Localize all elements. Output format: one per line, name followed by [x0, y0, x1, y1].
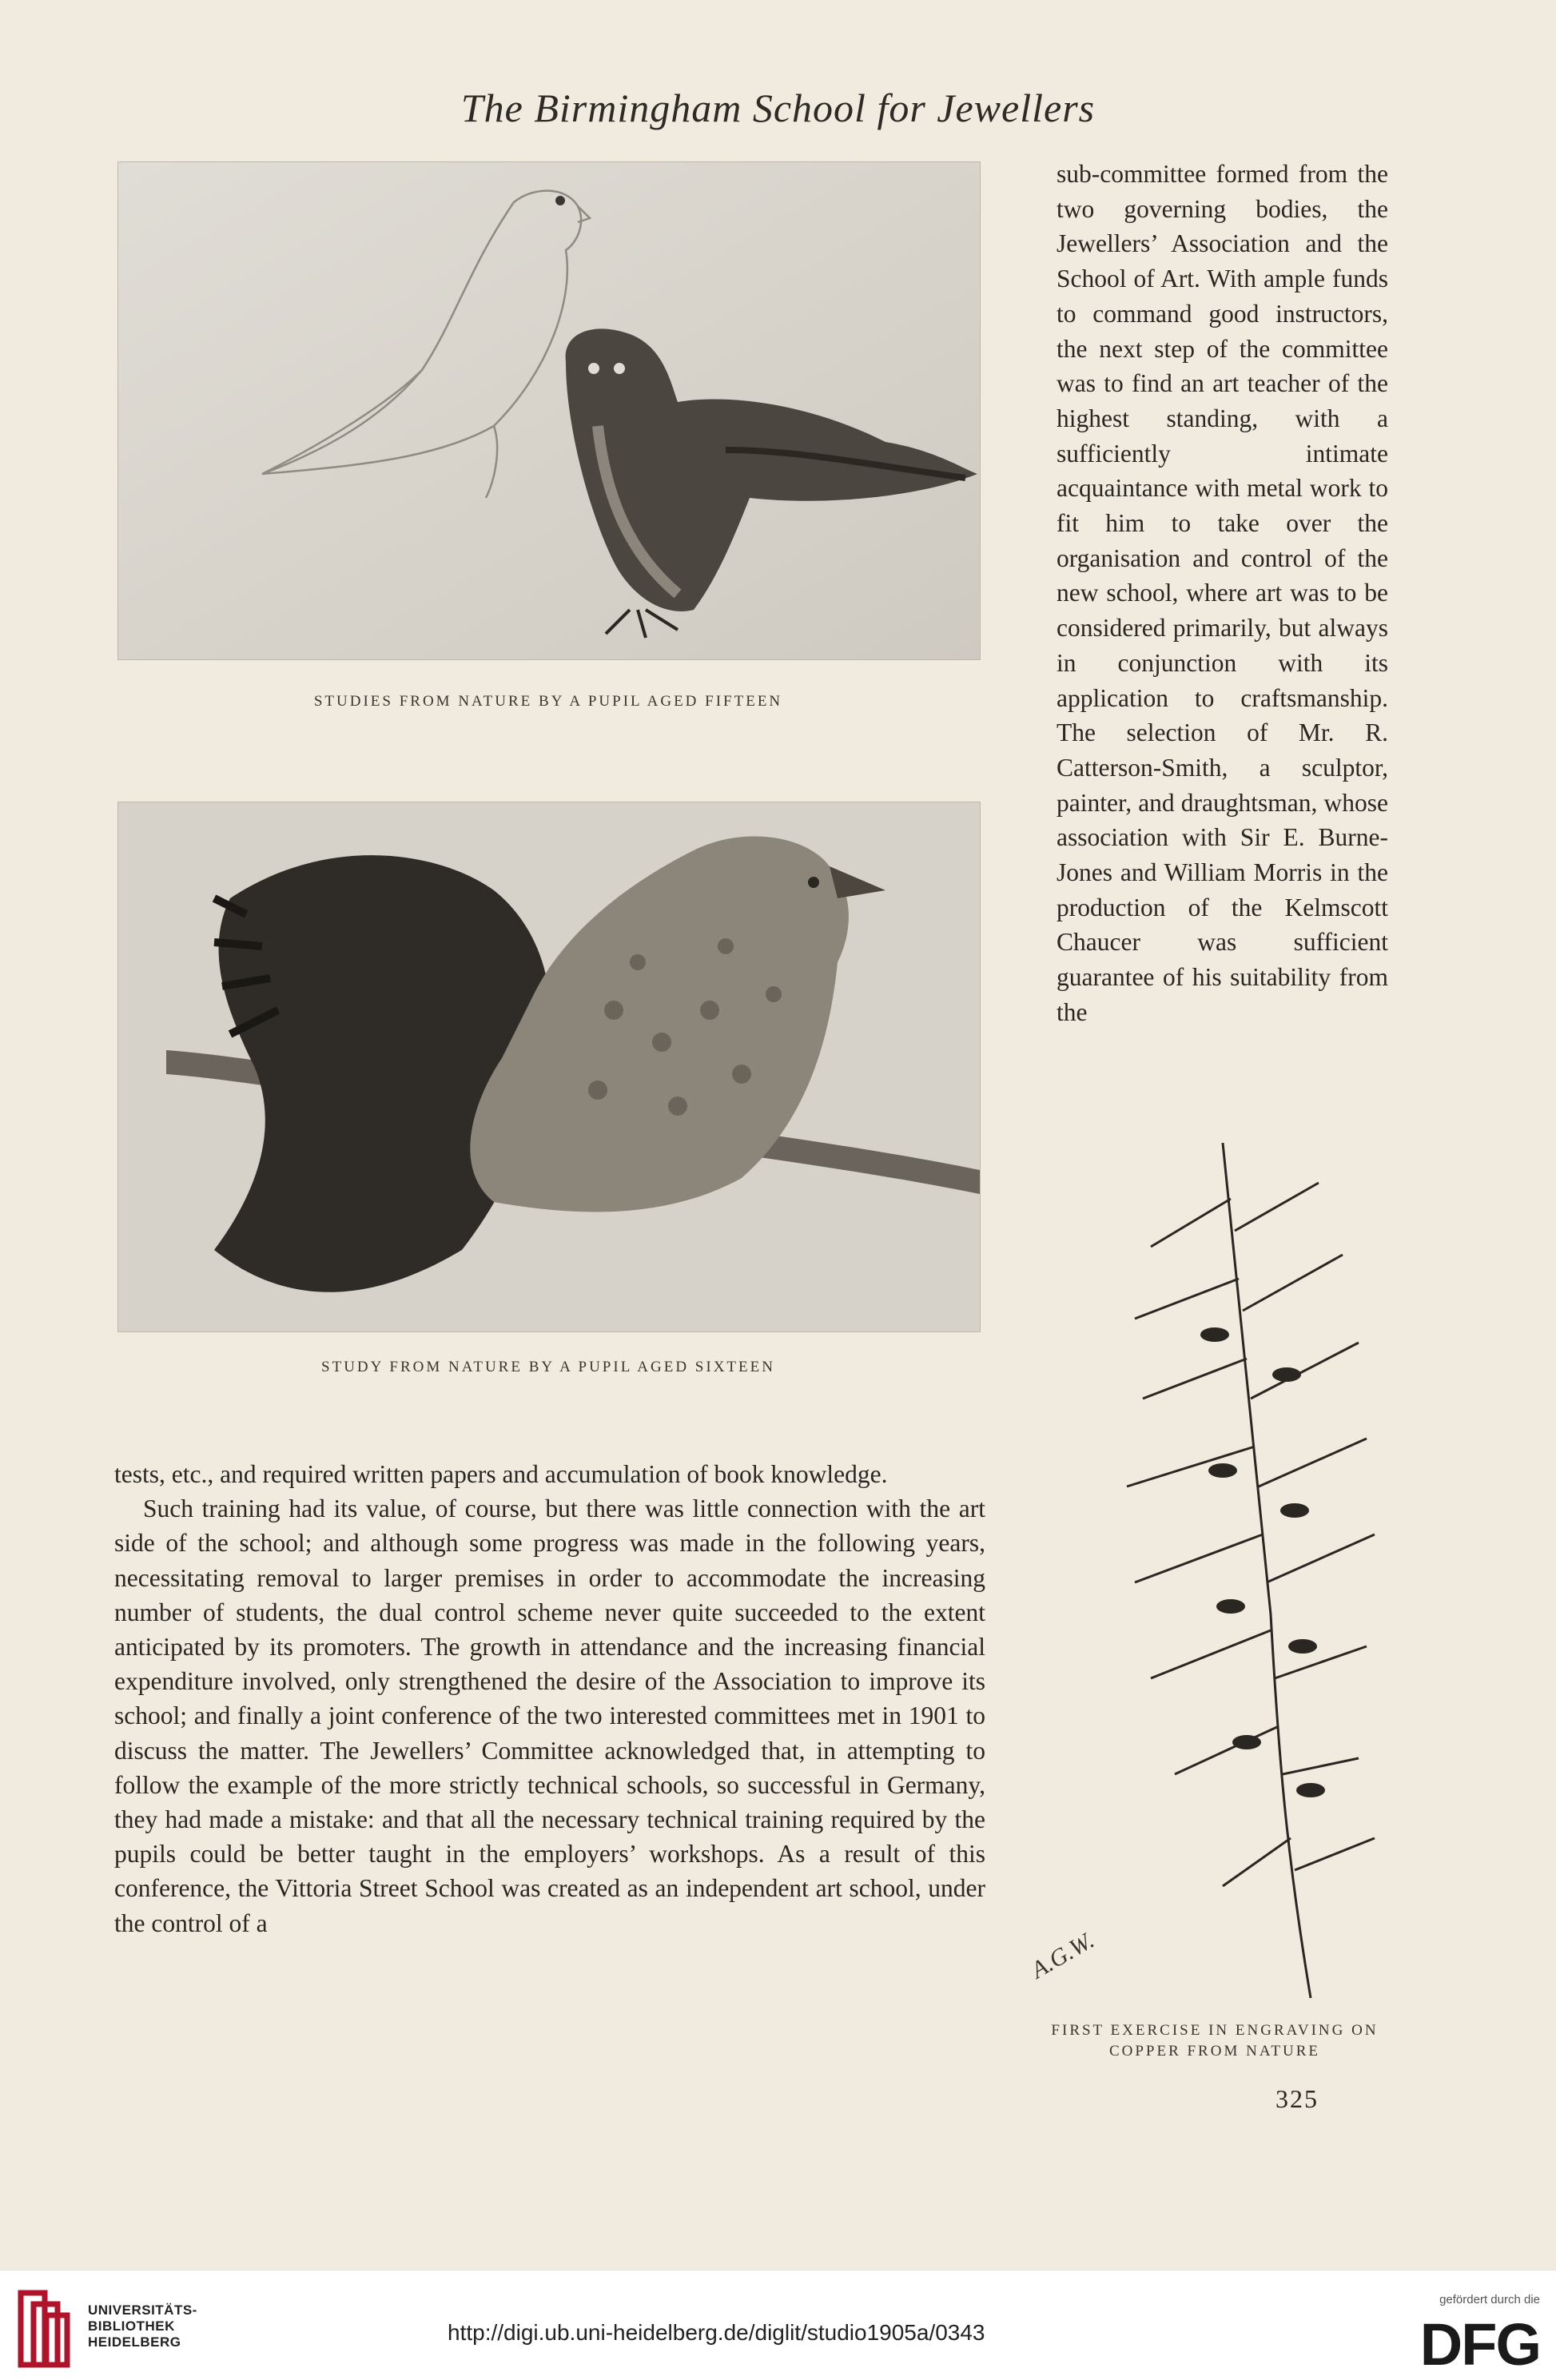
library-name [88, 2302, 197, 2350]
library-name-line-2: BIBLIOTHEK [88, 2318, 175, 2334]
right-column-text [1057, 157, 1388, 1030]
page-number: 325 [1275, 2084, 1319, 2113]
plate-falcon-studies [117, 161, 981, 660]
main-body-text [114, 1457, 985, 1940]
dfg-logo: DFG [1419, 2311, 1540, 2378]
body-paragraph-2: Such training had its value, of course, but there was little connection with the art side of the school; and although some progress was made in the following years, necessitating removal to larger premises in order to accommodate the increasing number of students, the dual control scheme never quite succeeded to the extent anticipated by its promoters. The growth in attendance and the increasing financial expenditure involved, only strengthened the desire of the Association to improve its school; and finally a joint conference of the two interested committees met in 1901 to discuss the matter. The Jewellers’ Committee acknowledged that, in attempting to follow the example of the more strictly technical schools, so successful in Germany, they had made a mistake: and that all the necessary technical training required by the pupils could be better taught in the employers’ workshops. As a result of this conference, the Vittoria Street School was created as an independent art school, under the control of a [114, 1494, 985, 1937]
right-column-paragraph: sub-committee formed from the two governing bodies, the Jewellers’ Association and the School of Art. With ample funds to command good instructors, the next step of the committee was to find an art teacher of the highest standing, with a sufficiently intimate acquaintance with metal work to fit him to take over the organisation and control of the new school, where art was to be considered primarily, but always in conjunction with its application to craftsmanship. The selection of Mr. R. Catterson-Smith, a sculptor, painter, and draughtsman, whose association with Sir E. Burne-Jones and William Morris in the production of the Kelmscott Chaucer was sufficient guarantee of his suitability from the [1057, 160, 1388, 1026]
plate-pigeon-study [117, 802, 981, 1332]
page-title: The Birmingham School for Jewellers [460, 86, 1096, 130]
figure-caption-falcons: STUDIES FROM NATURE BY A PUPIL AGED FIFTEEN [313, 693, 783, 710]
figure-caption-engraving [1015, 2020, 1415, 2062]
falcon-eye-icon [555, 196, 565, 205]
footer-bar [0, 2270, 1556, 2380]
body-paragraph-1: tests, etc., and required written papers and accumulation of book knowledge. [114, 1460, 888, 1488]
engraving-monogram: A.G.W. [1026, 1927, 1099, 1984]
digital-library-link[interactable]: http://digi.ub.uni-heidelberg.de/diglit/studio1905a/0343 [448, 2320, 985, 2345]
university-library-logo-icon [16, 2285, 74, 2374]
library-name-line-1: UNIVERSITÄTS- [88, 2302, 197, 2318]
library-name-line-3: HEIDELBERG [88, 2334, 181, 2350]
figure-caption-pigeons: STUDY FROM NATURE BY A PUPIL AGED SIXTEEN [321, 1359, 775, 1375]
engraving-caption-line-2: COPPER FROM NATURE [1108, 2043, 1321, 2060]
funding-note: gefördert durch die [1439, 2293, 1540, 2306]
gorse-engraving-illustration [1103, 1135, 1407, 2010]
engraving-caption-line-1: FIRST EXERCISE IN ENGRAVING ON [1051, 2022, 1379, 2039]
